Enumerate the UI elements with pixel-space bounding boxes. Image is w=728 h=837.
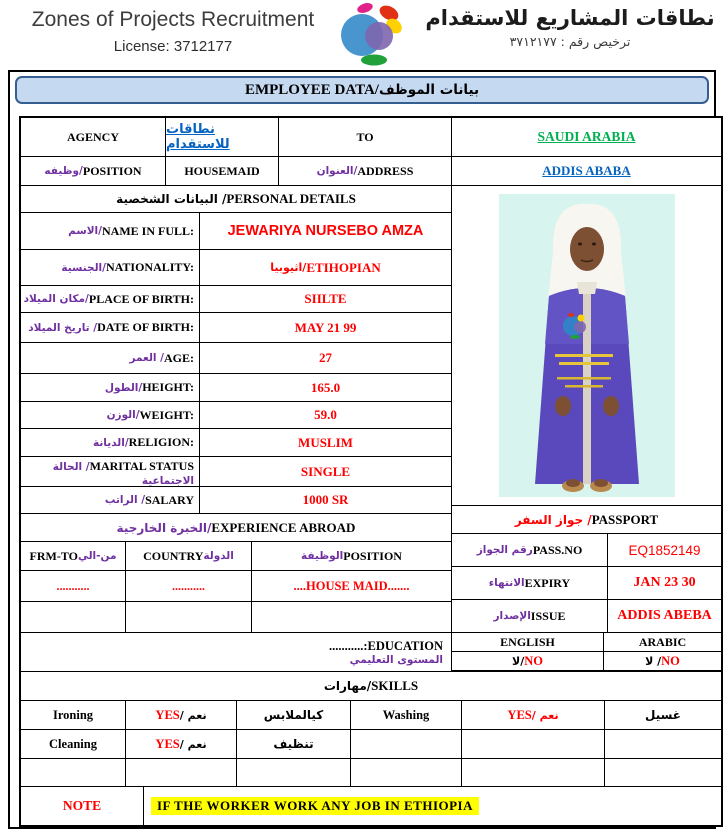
birthdate-row xyxy=(21,313,451,342)
passport-number-label: رقم الجواز PASS.NO xyxy=(452,534,607,566)
frm-to-value: ........... xyxy=(21,571,125,601)
left-column xyxy=(21,186,451,632)
company-title: Zones of Projects Recruitment xyxy=(31,8,315,31)
weight-label: الوزن/ WEIGHT: xyxy=(21,402,199,428)
worker-photo xyxy=(499,194,675,497)
company-logo-icon xyxy=(332,1,416,67)
skill-washing-value: YES / نعم xyxy=(462,701,604,729)
weight-row xyxy=(21,402,451,428)
skill-washing-arabic: غسيل xyxy=(605,701,721,729)
experience-abroad-header: الخبرة الخارجية/ EXPERIENCE ABROAD xyxy=(21,514,451,541)
salary-row xyxy=(21,487,451,513)
address-label: العنوان/ ADDRESS xyxy=(279,157,451,185)
skill-ironing-arabic: كيالملابس xyxy=(237,701,350,729)
empty-cell xyxy=(21,759,125,786)
country-header: COUNTRY الدولة xyxy=(126,542,251,570)
right-column xyxy=(452,186,721,632)
frm-to-header: FRM-TO من-الي xyxy=(21,542,125,570)
marital-value: SINGLE xyxy=(200,457,451,486)
note-text-cell xyxy=(144,787,721,825)
height-value: 165.0 xyxy=(200,374,451,401)
marital-label: الحالة /MARITAL STATUS الاجتماعية xyxy=(21,457,199,486)
height-label: الطول/ HEIGHT: xyxy=(21,374,199,401)
note-section xyxy=(21,787,721,825)
skill-washing-label: Washing xyxy=(351,701,461,729)
employee-data-title-ar: بيانات الموظف xyxy=(378,82,480,98)
english-column xyxy=(452,633,603,671)
english-value: لا/ NO xyxy=(452,652,603,670)
skill-cleaning-label: Cleaning xyxy=(21,730,125,758)
nationality-row xyxy=(21,250,451,285)
personal-details-header: البيانات الشخصية / PERSONAL DETAILS xyxy=(21,186,451,212)
position-abroad-value: ....HOUSE MAID....... xyxy=(252,571,451,601)
nationality-value: اثيوبيا/ ETIHOPIAN xyxy=(200,250,451,285)
education-cell xyxy=(21,633,451,671)
skill-cleaning-value: YES / نعم xyxy=(126,730,236,758)
photo-cell xyxy=(452,186,721,505)
middle-section xyxy=(21,186,721,632)
name-label: الاسم/ NAME IN FULL: xyxy=(21,213,199,249)
passport-issue-value: ADDIS ABEBA xyxy=(608,600,721,632)
birthplace-value: SIILTE xyxy=(200,286,451,312)
empty-cell xyxy=(605,759,721,786)
empty-cell xyxy=(462,730,604,758)
religion-label: الديانة/ RELIGION: xyxy=(21,429,199,456)
empty-cell xyxy=(237,759,350,786)
skill-ironing-value: YES / نعم xyxy=(126,701,236,729)
experience-columns-header xyxy=(21,542,451,570)
empty-cell xyxy=(21,602,125,632)
weight-value: 59.0 xyxy=(200,402,451,428)
age-row xyxy=(21,343,451,373)
company-title-arabic: نطاقات المشاريع للاستقدام xyxy=(425,6,715,30)
skills-header: مهارات/ SKILLS xyxy=(21,672,721,700)
empty-cell xyxy=(462,759,604,786)
age-label: العمر / AGE: xyxy=(21,343,199,373)
passport-expiry-row xyxy=(452,567,721,599)
address-link[interactable]: ADDIS ABABA xyxy=(452,157,721,185)
passport-number-value: EQ1852149 xyxy=(608,534,721,566)
empty-cell xyxy=(605,730,721,758)
birthplace-label: مكان الميلاد/ PLACE OF BIRTH: xyxy=(21,286,199,312)
note-label: NOTE xyxy=(21,787,143,825)
company-block-arabic xyxy=(424,6,716,49)
empty-cell xyxy=(252,602,451,632)
experience-empty-row xyxy=(21,602,451,632)
religion-row xyxy=(21,429,451,456)
employee-data-bar xyxy=(15,76,709,104)
license-text-arabic: ترخيص رقم : ٣٧١٢١٧٧ xyxy=(509,34,631,49)
age-value: 27 xyxy=(200,343,451,373)
document-frame xyxy=(8,70,716,829)
passport-number-row xyxy=(452,534,721,566)
skill-cleaning-arabic: تنظيف xyxy=(237,730,350,758)
name-row xyxy=(21,213,451,249)
empty-cell xyxy=(126,759,236,786)
salary-value: 1000 SR xyxy=(200,487,451,513)
height-row xyxy=(21,374,451,401)
agency-label: AGENCY xyxy=(21,118,165,156)
arabic-column xyxy=(604,633,721,671)
country-value: ........... xyxy=(126,571,251,601)
routing-section xyxy=(21,118,721,185)
position-value: HOUSEMAID xyxy=(166,157,278,185)
company-block xyxy=(18,8,328,55)
skills-table xyxy=(21,701,721,786)
passport-expiry-label: الانتهاء EXPIRY xyxy=(452,567,607,599)
note-text: IF THE WORKER WORK ANY JOB IN ETHIOPIA xyxy=(151,797,479,815)
nationality-label: الجنسية/ NATIONALITY: xyxy=(21,250,199,285)
religion-value: MUSLIM xyxy=(200,429,451,456)
experience-values-row xyxy=(21,571,451,601)
license-text: License: 3712177 xyxy=(113,38,233,55)
position-header: الوظيفة POSITION xyxy=(252,542,451,570)
passport-expiry-value: JAN 23 30 xyxy=(608,567,721,599)
education-level-arabic: المستوى التعليمي xyxy=(349,653,443,666)
to-label: TO xyxy=(279,118,451,156)
arabic-header: ARABIC xyxy=(604,633,721,651)
employee-data-title-en: EMPLOYEE DATA/ xyxy=(244,81,379,98)
destination-link[interactable]: SAUDI ARABIA xyxy=(452,118,721,156)
empty-cell xyxy=(351,759,461,786)
name-value: JEWARIYA NURSEBO AMZA xyxy=(200,213,451,249)
birthdate-value: MAY 21 99 xyxy=(200,313,451,342)
empty-cell xyxy=(126,602,251,632)
passport-header: جواز السفر / PASSPORT xyxy=(452,506,721,533)
english-header: ENGLISH xyxy=(452,633,603,651)
passport-issue-label: الإصدار ISSUE xyxy=(452,600,607,632)
marital-row xyxy=(21,457,451,486)
education-section xyxy=(21,633,721,671)
agency-link[interactable]: نطاقات للاستقدام xyxy=(166,118,278,156)
position-label: وظيفه/ POSITION xyxy=(21,157,165,185)
skill-ironing-label: Ironing xyxy=(21,701,125,729)
passport-issue-row xyxy=(452,600,721,632)
birthplace-row xyxy=(21,286,451,312)
arabic-value: لا / NO xyxy=(604,652,721,670)
main-table xyxy=(19,116,723,827)
salary-label: الراتب / SALARY xyxy=(21,487,199,513)
empty-cell xyxy=(351,730,461,758)
birthdate-label: تاريخ الميلاد / DATE OF BIRTH: xyxy=(21,313,199,342)
page-header xyxy=(0,0,728,70)
education-line: ...........:EDUCATION xyxy=(328,638,443,653)
